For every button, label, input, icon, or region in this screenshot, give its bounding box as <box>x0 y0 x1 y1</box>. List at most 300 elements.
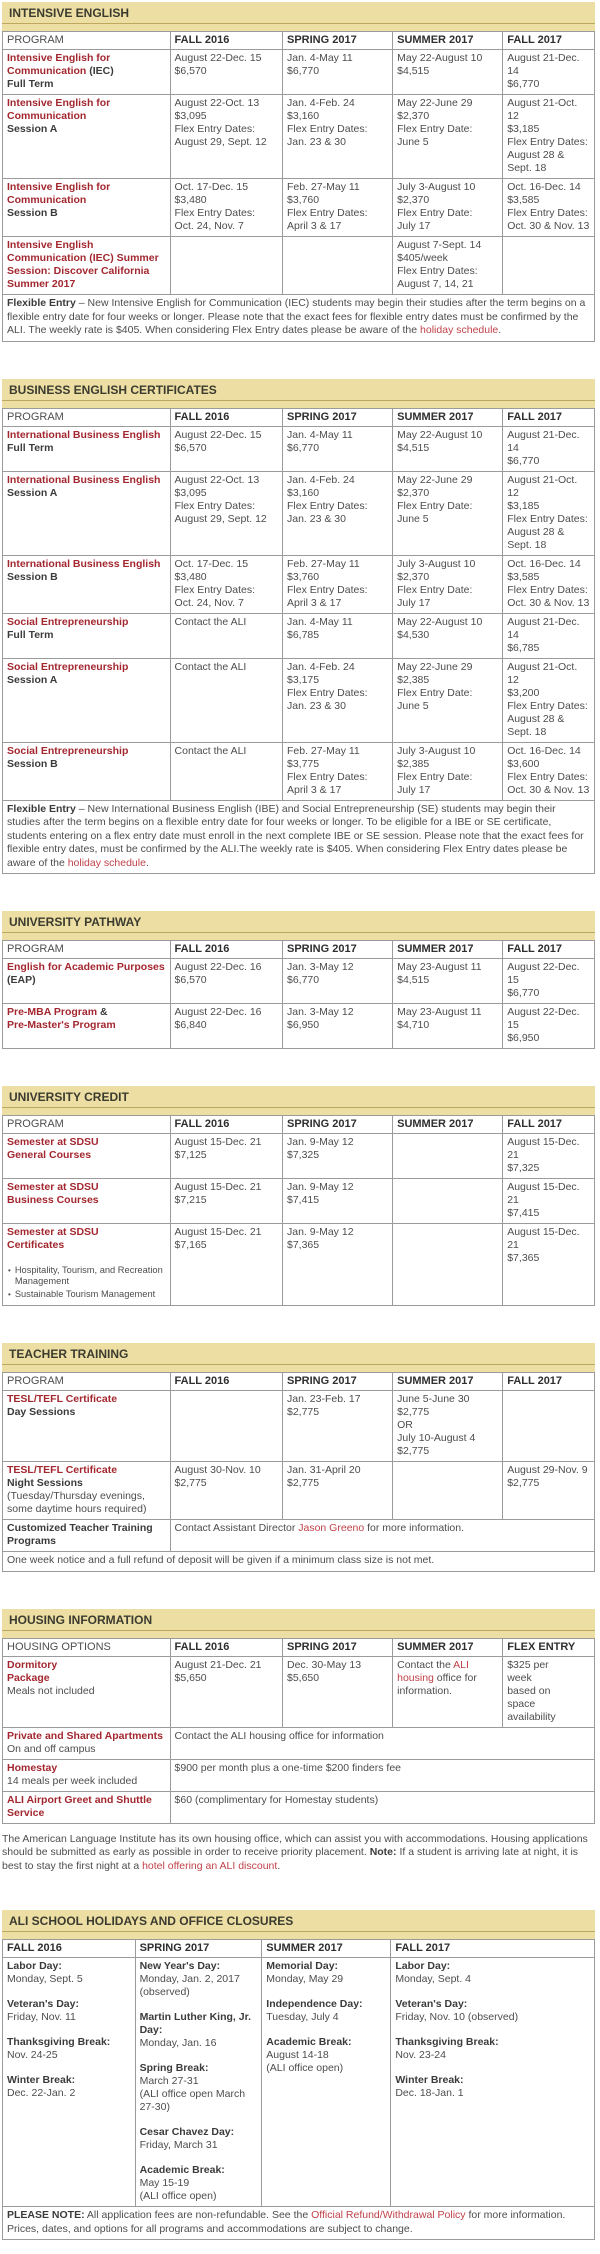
cell-line: $7,215 <box>174 1194 207 1206</box>
cell-line: $3,185 <box>507 123 540 135</box>
spacer <box>7 2062 132 2074</box>
cell-line: Jan. 4-May 11 <box>287 615 353 628</box>
schedule-cell <box>170 95 282 179</box>
schedule-table <box>2 1638 595 1824</box>
cell-line: April 3 & 17 <box>287 220 342 232</box>
note-row <box>3 1552 595 1572</box>
cell-line <box>140 2164 259 2177</box>
cell-line: $2,775 <box>174 1477 207 1489</box>
cell-line: Flex Entry Dates: <box>287 686 368 699</box>
cell-line <box>7 239 167 291</box>
cell-line <box>266 2036 387 2049</box>
ali-housing-link[interactable]: ALI housing <box>397 1658 469 1684</box>
cell-line <box>7 616 167 629</box>
spacer <box>395 2062 591 2074</box>
cell-line: August 22-Dec. 15 <box>507 961 580 986</box>
text: Contact Assistant Director <box>174 1522 299 1534</box>
cell-line: August 15-Dec. 21 <box>174 1226 262 1238</box>
cell-line: Oct. 16-Dec. 14 <box>507 744 581 757</box>
cell-line: August 15-Dec. 21 <box>507 1136 580 1161</box>
column-header: PROGRAM <box>3 941 171 959</box>
cell-line: $6,950 <box>287 1019 320 1031</box>
schedule-table <box>2 408 595 875</box>
schedule-cell <box>283 959 393 1004</box>
cell-line: Jan. 3-May 12 <box>287 961 354 973</box>
schedule-cell <box>503 658 595 742</box>
text: TESL/TEFL Certificate <box>7 1464 118 1476</box>
program-cell <box>3 426 171 471</box>
schedule-cell <box>393 1656 503 1727</box>
schedule-cell <box>503 237 595 295</box>
schedule-cell <box>393 1391 503 1462</box>
schedule-cell <box>170 50 282 95</box>
cell-line <box>7 674 167 687</box>
table-row <box>3 1791 595 1823</box>
bold-text: Veteran's Day: <box>395 1998 468 2010</box>
column-header: FALL 2016 <box>170 1638 282 1656</box>
cell-line: Nov. 23-24 <box>395 2049 446 2061</box>
cell-line <box>7 474 167 487</box>
cell-line: August 22-Dec. 15 <box>174 428 262 441</box>
cell-line: $2,775 <box>507 1477 540 1489</box>
cell-line <box>7 1659 167 1672</box>
bold-text: PLEASE NOTE: <box>7 2209 85 2221</box>
section-header-band <box>2 1910 595 1939</box>
cell-line: Flex Entry Dates: <box>287 583 368 596</box>
section-title: TEACHER TRAINING <box>2 1343 595 1365</box>
text: Business Courses <box>7 1194 99 1206</box>
refund-policy-link[interactable]: Official Refund/Withdrawal Policy <box>311 2209 466 2221</box>
spacer <box>7 1252 167 1264</box>
text: English for Academic Purposes <box>7 961 165 973</box>
cell-line <box>7 207 167 220</box>
schedule-cell <box>170 742 282 800</box>
cell-line: $405/week <box>397 252 448 264</box>
cell-line <box>175 1730 591 1743</box>
schedule-cell <box>503 50 595 95</box>
column-header: SUMMER 2017 <box>393 32 503 50</box>
cell-line: Oct. 30 & Nov. 13 <box>507 220 590 232</box>
cell-line: Monday, May 29 <box>266 1973 344 1985</box>
section-business-english-certificates <box>2 379 595 875</box>
spacer <box>7 1986 132 1998</box>
schedule-cell <box>503 426 595 471</box>
schedule-cell <box>283 426 393 471</box>
header-row <box>3 32 595 50</box>
bold-text: (EAP) <box>7 974 36 986</box>
table-row <box>3 658 595 742</box>
cell-line: July 3-August 10 <box>397 557 476 570</box>
cell-line: $4,515 <box>397 974 430 986</box>
cell-line: Jan. 3-May 12 <box>287 1006 354 1018</box>
bold-text: New Year's Day: <box>139 1960 221 1972</box>
text: Social Entrepreneurship <box>7 660 129 673</box>
cell-line: June 5 <box>397 512 429 525</box>
cell-line <box>7 2074 132 2087</box>
cell-line: $3,160 <box>287 110 320 122</box>
section-header-band <box>2 379 595 408</box>
bullet-text: Hospitality, Tourism, and Recreation Management <box>14 1265 163 1286</box>
cell-line: May 15-19 <box>139 2177 190 2189</box>
header-row <box>3 1940 595 1958</box>
program-cell <box>3 1520 171 1552</box>
column-header: FALL 2017 <box>391 1940 595 1958</box>
cell-line <box>7 961 167 987</box>
schedule-cell <box>262 1958 391 2207</box>
text: On and off campus <box>7 1742 96 1755</box>
cell-line <box>7 1522 167 1548</box>
cell-line: May 23-August 11 <box>397 961 482 973</box>
cell-line: August 7-Sept. 14 <box>397 239 482 251</box>
cell-line <box>7 1194 167 1207</box>
table-row <box>3 1727 595 1759</box>
column-header: SPRING 2017 <box>283 1638 393 1656</box>
schedule-cell <box>170 658 282 742</box>
cell-line <box>7 429 167 442</box>
cell-line: $2,370 <box>397 110 430 122</box>
cell-line: August 21-Oct. 12 <box>507 97 578 122</box>
cell-line: Flex Entry Dates: <box>507 699 588 712</box>
text: . <box>277 1859 281 1872</box>
note-cell <box>3 1552 595 1572</box>
section-title: UNIVERSITY CREDIT <box>2 1086 595 1108</box>
cell-line: $6,770 <box>507 987 540 999</box>
section-header-band <box>2 1086 595 1115</box>
note-row <box>3 800 595 874</box>
cell-line: $4,515 <box>397 65 430 77</box>
cell-line: Jan. 9-May 12 <box>287 1226 354 1238</box>
cell-line: August 15-Dec. 21 <box>507 1181 580 1206</box>
cell-line <box>7 661 167 674</box>
table-row <box>3 471 595 555</box>
section-title: UNIVERSITY PATHWAY <box>2 911 595 933</box>
schedule-cell <box>393 658 503 742</box>
spacer <box>266 2024 387 2036</box>
schedule-cell <box>393 1179 503 1224</box>
spacer <box>395 1986 591 1998</box>
cell-line: Flex Entry Dates: <box>507 512 588 525</box>
table-row <box>3 50 595 95</box>
schedule-cell <box>170 1791 594 1823</box>
cell-line <box>7 442 167 455</box>
cell-line: August 29-Nov. 9 <box>507 1464 588 1476</box>
section-header-band <box>2 911 595 940</box>
cell-line: (ALI office open) <box>139 2190 217 2202</box>
schedule-cell <box>503 1391 595 1462</box>
cell-line <box>7 745 167 758</box>
cell-line: Contact the ALI <box>174 744 247 757</box>
cell-line <box>175 1762 591 1775</box>
cell-line <box>175 1522 591 1535</box>
table-row <box>3 1656 595 1727</box>
text: All application fees are non-refundable. See the <box>84 2209 312 2221</box>
bold-text: Full Term <box>7 441 54 454</box>
cell-line: $3,480 <box>174 194 207 206</box>
spacer <box>140 1999 259 2011</box>
cell-line: $2,775 <box>397 1445 430 1457</box>
column-header: SPRING 2017 <box>135 1940 262 1958</box>
bold-text: (IEC) <box>89 65 114 77</box>
text: $900 per month plus a one-time $200 finders fee <box>174 1761 402 1774</box>
cell-line: August 21-Dec. 14 <box>507 615 580 641</box>
column-header: FALL 2017 <box>503 1116 595 1134</box>
cell-line: August 21-Dec. 21 <box>174 1658 262 1671</box>
cell-line: $3,585 <box>507 570 540 583</box>
text: Certificates <box>7 1239 65 1251</box>
cell-line <box>395 2036 591 2049</box>
schedule-cell <box>393 179 503 237</box>
program-cell <box>3 179 171 237</box>
schedule-cell <box>393 613 503 658</box>
cell-line: August 15-Dec. 21 <box>174 1181 262 1193</box>
cell-line: Flex Entry Date: <box>397 207 473 219</box>
cell-line: Flex Entry Date: <box>397 123 473 135</box>
cell-line: August 29, Sept. 12 <box>174 136 267 148</box>
section-title: BUSINESS ENGLISH CERTIFICATES <box>2 379 595 401</box>
cell-line <box>266 1960 387 1973</box>
text: Semester at SDSU <box>7 1136 99 1148</box>
bold-text: & <box>97 1006 108 1018</box>
program-cell <box>3 555 171 613</box>
cell-line: $7,365 <box>507 1252 540 1264</box>
schedule-cell <box>503 1179 595 1224</box>
cell-line: Oct. 16-Dec. 14 <box>507 181 581 193</box>
schedule-cell <box>135 1958 262 2207</box>
cell-line <box>7 1672 167 1685</box>
cell-line: $3,095 <box>174 486 207 499</box>
schedule-cell <box>170 426 282 471</box>
cell-line <box>7 1226 167 1239</box>
cell-line: Flex Entry Date: <box>397 583 473 596</box>
text: Dormitory <box>7 1658 58 1671</box>
column-header: FALL 2016 <box>170 32 282 50</box>
text: General Courses <box>7 1149 92 1161</box>
table-row <box>3 1224 595 1306</box>
cell-line <box>7 487 167 500</box>
schedule-table <box>2 1115 595 1306</box>
schedule-cell <box>283 1224 393 1306</box>
column-header: FLEX ENTRY <box>503 1638 595 1656</box>
table-row <box>3 237 595 295</box>
cell-line: Feb. 27-May 11 <box>287 557 360 570</box>
column-header: SUMMER 2017 <box>393 408 503 426</box>
cell-line: space <box>507 1697 536 1710</box>
jason-greeno-link[interactable]: Jason Greeno <box>298 1522 365 1534</box>
cell-line: $3,775 <box>287 757 320 770</box>
cell-line <box>7 1149 167 1162</box>
cell-line: $6,770 <box>287 65 320 77</box>
table-row <box>3 95 595 179</box>
ali-discount-hotel-link[interactable]: hotel offering an ALI discount <box>142 1859 278 1872</box>
cell-line: $2,370 <box>397 194 430 206</box>
cell-line <box>7 1006 167 1019</box>
spacer <box>140 2152 259 2164</box>
header-row <box>3 408 595 426</box>
section-title: INTENSIVE ENGLISH <box>2 2 595 24</box>
cell-line: $3,200 <box>507 686 540 699</box>
schedule-cell <box>170 1391 282 1462</box>
schedule-cell <box>170 613 282 658</box>
cell-line <box>7 1393 167 1406</box>
cell-line: Oct. 17-Dec. 15 <box>174 181 249 193</box>
cell-line: $2,775 <box>287 1406 320 1418</box>
cell-line: Jan. 4-May 11 <box>287 428 353 441</box>
text: International Business English <box>7 557 161 570</box>
schedule-cell <box>503 95 595 179</box>
cell-line: $3,760 <box>287 570 320 583</box>
cell-line: $6,770 <box>507 78 540 90</box>
cell-line: Feb. 27-May 11 <box>287 744 360 757</box>
cell-line: April 3 & 17 <box>287 596 342 609</box>
cell-line <box>7 629 167 642</box>
cell-line: Monday, Jan. 2, 2017 <box>139 1973 240 1985</box>
cell-line: $4,515 <box>397 441 430 454</box>
cell-line: $3,600 <box>507 757 540 770</box>
schedule-cell <box>503 1462 595 1520</box>
text: Package <box>7 1671 50 1684</box>
cell-line: Jan. 23-Feb. 17 <box>287 1393 361 1405</box>
cell-line: $6,785 <box>507 641 540 654</box>
bullet-item <box>8 1265 167 1287</box>
section-header-strip <box>2 401 595 408</box>
holiday-schedule-link[interactable]: holiday schedule <box>420 324 499 336</box>
cell-line <box>7 1181 167 1194</box>
section-header-strip <box>2 933 595 940</box>
bold-text: Veteran's Day: <box>7 1998 79 2010</box>
bold-text: Full Term <box>7 78 54 90</box>
table-row <box>3 179 595 237</box>
spacer <box>7 2024 132 2036</box>
cell-line: August 22-Dec. 16 <box>174 961 262 973</box>
text: Social Entrepreneurship <box>7 615 129 628</box>
program-cell <box>3 1656 171 1727</box>
schedule-cell <box>283 555 393 613</box>
cell-line: Friday, Nov. 10 (observed) <box>395 2011 519 2023</box>
cell-line: August 21-Dec. 14 <box>507 52 580 77</box>
cell-line: Jan. 9-May 12 <box>287 1136 354 1148</box>
cell-line <box>7 1464 167 1477</box>
cell-line: August 21-Oct. 12 <box>507 473 578 499</box>
program-cell <box>3 471 171 555</box>
column-header: PROGRAM <box>3 32 171 50</box>
cell-line <box>7 2036 132 2049</box>
bold-text: Session B <box>7 757 58 770</box>
cell-line: August 7, 14, 21 <box>397 278 474 290</box>
text: 14 meals per week included <box>7 1774 138 1787</box>
cell-line <box>7 1960 132 1973</box>
cell-line: $6,570 <box>174 974 207 986</box>
cell-line: March 27-31 <box>139 2075 199 2087</box>
cell-line <box>7 1477 167 1490</box>
cell-line: $7,415 <box>287 1194 320 1206</box>
table-row <box>3 1179 595 1224</box>
text: ALI Airport Greet and Shuttle Service <box>7 1793 152 1819</box>
text: Intensive English Communication (IEC) Summer Session: Discover California Summer 2017 <box>7 239 159 290</box>
bold-text: Thanksgiving Break: <box>7 2036 111 2048</box>
cell-line: Flex Entry Dates: <box>287 207 368 219</box>
text: Pre-Master's Program <box>7 1019 116 1031</box>
column-header: SPRING 2017 <box>283 1116 393 1134</box>
section-university-pathway <box>2 911 595 1049</box>
section-header-strip <box>2 1108 595 1115</box>
bold-text: Cesar Chavez Day: <box>139 2126 235 2138</box>
bold-text: Spring Break: <box>139 2062 209 2074</box>
cell-line: $3,095 <box>174 110 207 122</box>
table-row <box>3 555 595 613</box>
cell-line <box>7 758 167 771</box>
column-header: SPRING 2017 <box>283 1373 393 1391</box>
holiday-schedule-link[interactable]: holiday schedule <box>67 856 146 869</box>
cell-line: Jan. 23 & 30 <box>287 699 346 712</box>
schedule-cell <box>283 742 393 800</box>
text: . <box>498 324 502 336</box>
schedule-cell <box>503 613 595 658</box>
cell-line <box>7 1239 167 1252</box>
program-cell <box>3 1004 171 1049</box>
text: Intensive English for Communication <box>7 97 111 122</box>
cell-line: $2,370 <box>397 570 430 583</box>
text: for more information. Prices, dates, and options for all programs and accommodations are subject to change. <box>7 2209 566 2235</box>
cell-line: August 14-18 <box>266 2049 329 2061</box>
schedule-cell <box>283 613 393 658</box>
schedule-cell <box>503 1134 595 1179</box>
schedule-cell <box>393 95 503 179</box>
cell-line: August 22-Oct. 13 <box>174 473 260 486</box>
program-cell <box>3 237 171 295</box>
schedule-cell <box>170 471 282 555</box>
text: Social Entrepreneurship <box>7 744 129 757</box>
cell-line: $3,185 <box>507 499 540 512</box>
schedule-table <box>2 1939 595 2240</box>
section-header-band <box>2 2 595 31</box>
header-row <box>3 1373 595 1391</box>
column-header: HOUSING OPTIONS <box>3 1638 171 1656</box>
cell-line: August 28 & Sept. 18 <box>507 525 565 551</box>
schedule-cell <box>503 742 595 800</box>
table-row <box>3 1391 595 1462</box>
section-university-credit <box>2 1086 595 1306</box>
cell-line <box>7 1743 167 1756</box>
cell-line: $2,370 <box>397 486 430 499</box>
cell-line: Contact the ALI <box>174 615 247 628</box>
cell-line: May 23-August 11 <box>397 1006 482 1018</box>
cell-line: July 17 <box>397 220 431 232</box>
cell-line <box>7 1136 167 1149</box>
bold-text: Flexible Entry <box>7 802 76 815</box>
cell-line: Flex Entry Dates: <box>174 207 256 219</box>
cell-line: August 15-Dec. 21 <box>507 1226 580 1251</box>
cell-line: Flex Entry Dates: <box>174 499 256 512</box>
bold-text: Session A <box>7 486 58 499</box>
schedule-cell <box>393 50 503 95</box>
cell-line <box>7 97 167 123</box>
program-cell <box>3 1179 171 1224</box>
cell-line: Jan. 4-Feb. 24 <box>287 660 355 673</box>
column-header: PROGRAM <box>3 1116 171 1134</box>
schedule-cell <box>393 426 503 471</box>
cell-line: $4,710 <box>397 1019 430 1031</box>
cell-line: $3,480 <box>174 570 207 583</box>
cell-line: May 22-June 29 <box>397 660 473 673</box>
schedule-cell <box>170 1656 282 1727</box>
program-cell <box>3 959 171 1004</box>
schedule-cell <box>283 1391 393 1462</box>
cell-line <box>7 123 167 136</box>
bold-text: Academic Break: <box>139 2164 225 2176</box>
bullet-icon: • <box>8 1290 11 1299</box>
cell-line: Flex Entry Dates: <box>287 123 368 135</box>
program-cell <box>3 1224 171 1306</box>
